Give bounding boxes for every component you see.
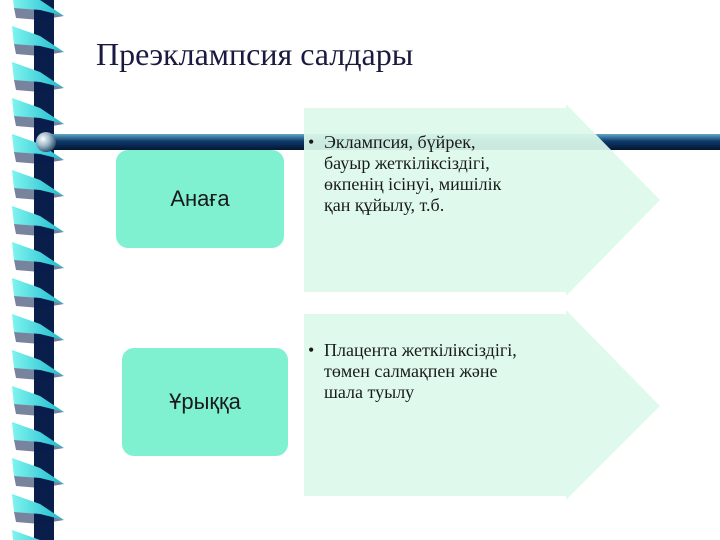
row-label-mother: Анаға bbox=[116, 150, 284, 248]
bullet-line: Эклампсия, бүйрек, bbox=[324, 132, 476, 152]
bullet-line: шала туылу bbox=[324, 382, 415, 402]
slide-title: Преэклампсия салдары bbox=[96, 36, 414, 72]
bullet-line: өкпенің ісінуі, мишілік bbox=[324, 174, 502, 194]
bullet-list-mother bbox=[308, 132, 502, 216]
left-ribbon-decoration bbox=[12, 0, 64, 540]
row-label-fetus: Ұрыққа bbox=[122, 348, 288, 456]
bullet-line: төмен салмақпен және bbox=[324, 361, 498, 381]
arrow-shape-2 bbox=[304, 310, 660, 500]
bullet-line: қан құйылу, т.б. bbox=[324, 195, 445, 215]
bar-knob bbox=[36, 132, 56, 152]
bullet-dot: • bbox=[308, 340, 315, 360]
bullet-line: Плацента жеткіліксіздігі, bbox=[324, 340, 517, 360]
bullet-line: бауыр жеткіліксіздігі, bbox=[324, 153, 490, 173]
bullet-dot: • bbox=[308, 132, 315, 152]
bullet-list-fetus bbox=[308, 340, 517, 403]
